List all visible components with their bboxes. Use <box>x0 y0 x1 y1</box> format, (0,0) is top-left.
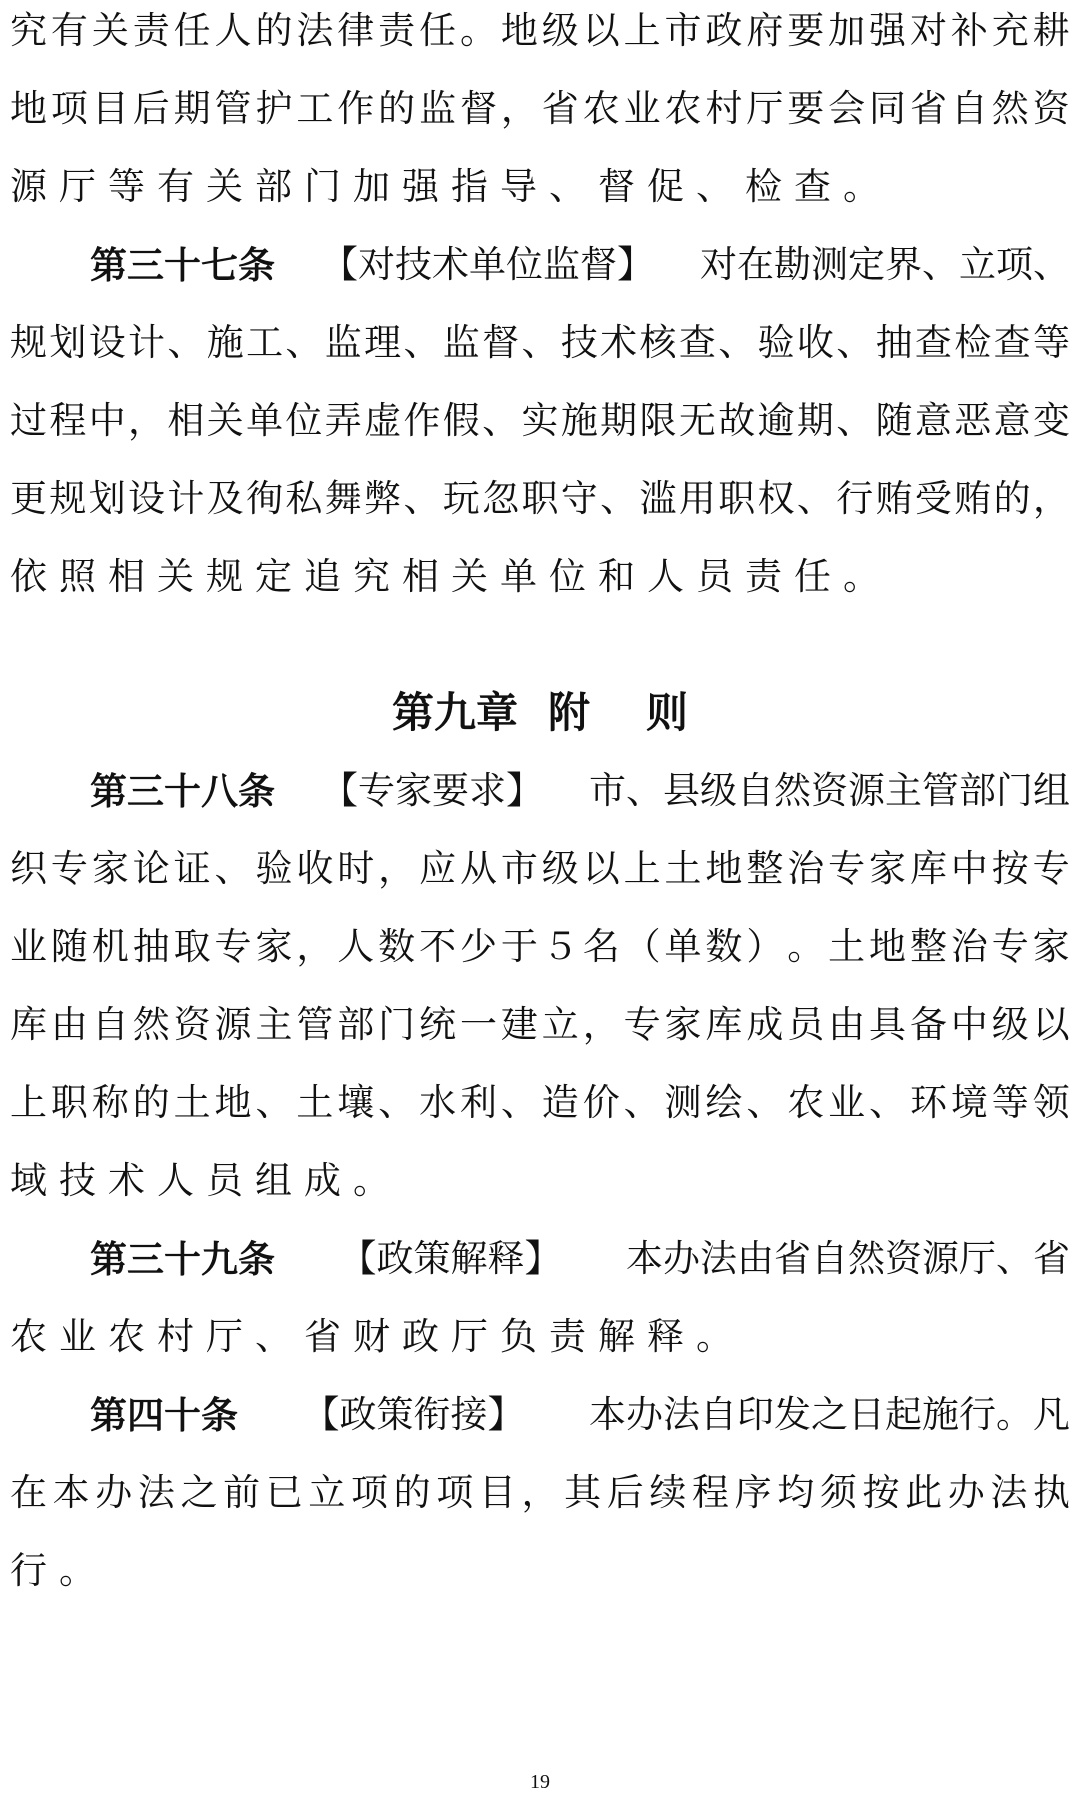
article-tag: 【专家要求】 <box>321 769 543 812</box>
paragraph-line: 在 本 办 法 之 前 已 立 项 的 项 目 ， 其 后 续 程 序 均 须 按 此 办 法 执 <box>10 1471 1070 1514</box>
page-number: 19 <box>530 1771 550 1793</box>
paragraph-line: 依照相关规定追究相关单位和人员责任。 <box>10 555 892 598</box>
article-title: 第四十条 <box>90 1393 238 1437</box>
paragraph-line: 业 随 机 抽 取 专 家 ， 人 数 不 少 于 ５ 名 （ 单 数 ） 。 土 地 整 治 专 家 <box>10 925 1070 968</box>
article-title: 第三十七条 <box>90 243 275 287</box>
paragraph-line: 过 程 中 ， 相 关 单 位 弄 虚 作 假 、 实 施 期 限 无 故 逾 期 、 随 意 恶 意 变 <box>10 399 1070 442</box>
article-37-heading-line: 第三十七条 【对技术单位监督】 对在勘测定界、立项、 <box>90 234 1070 296</box>
article-title: 第三十九条 <box>90 1237 275 1281</box>
paragraph-line: 农业农村厅、省财政厅负责解释。 <box>10 1315 745 1358</box>
article-39-heading-line: 第三十九条 【政策解释】 本办法由省自然资源厅、省 <box>90 1228 1070 1290</box>
paragraph-line: 织 专 家 论 证 、 验 收 时 ， 应 从 市 级 以 上 土 地 整 治 专 家 库 中 按 专 <box>10 847 1070 890</box>
article-38-heading-line: 第三十八条 【专家要求】 市、县级自然资源主管部门组 <box>90 760 1070 822</box>
paragraph-line: 域技术人员组成。 <box>10 1159 402 1202</box>
paragraph-line: 更 规 划 设 计 及 徇 私 舞 弊 、 玩 忽 职 守 、 滥 用 职 权 、 行 贿 受 贿 的 ， <box>10 477 1070 520</box>
article-tag: 【政策衔接】 <box>302 1393 525 1436</box>
paragraph-line: 源厅等有关部门加强指导、督促、检查。 <box>10 165 892 208</box>
chapter-heading: 第九章 附 则 <box>391 688 689 737</box>
article-title: 第三十八条 <box>90 769 275 813</box>
paragraph-line: 行。 <box>10 1549 108 1592</box>
paragraph-line: 上 职 称 的 土 地 、 土 壤 、 水 利 、 造 价 、 测 绘 、 农 业 、 环 境 等 领 <box>10 1081 1070 1124</box>
article-40-heading-line: 第四十条 【政策衔接】 本办法自印发之日起施行。凡 <box>90 1384 1070 1446</box>
paragraph-line: 地 项 目 后 期 管 护 工 作 的 监 督 ， 省 农 业 农 村 厅 要 会 同 省 自 然 资 <box>10 87 1070 130</box>
article-tag: 【政策解释】 <box>339 1237 562 1280</box>
article-tag: 【对技术单位监督】 <box>321 243 654 286</box>
paragraph-line: 规 划 设 计 、 施 工 、 监 理 、 监 督 、 技 术 核 查 、 验 收 、 抽 查 检 查 等 <box>10 321 1070 364</box>
paragraph-line: 库 由 自 然 资 源 主 管 部 门 统 一 建 立 ， 专 家 库 成 员 由 具 备 中 级 以 <box>10 1003 1070 1046</box>
paragraph-line: 究 有 关 责 任 人 的 法 律 责 任 。 地 级 以 上 市 政 府 要 加 强 对 补 充 耕 <box>10 9 1070 52</box>
